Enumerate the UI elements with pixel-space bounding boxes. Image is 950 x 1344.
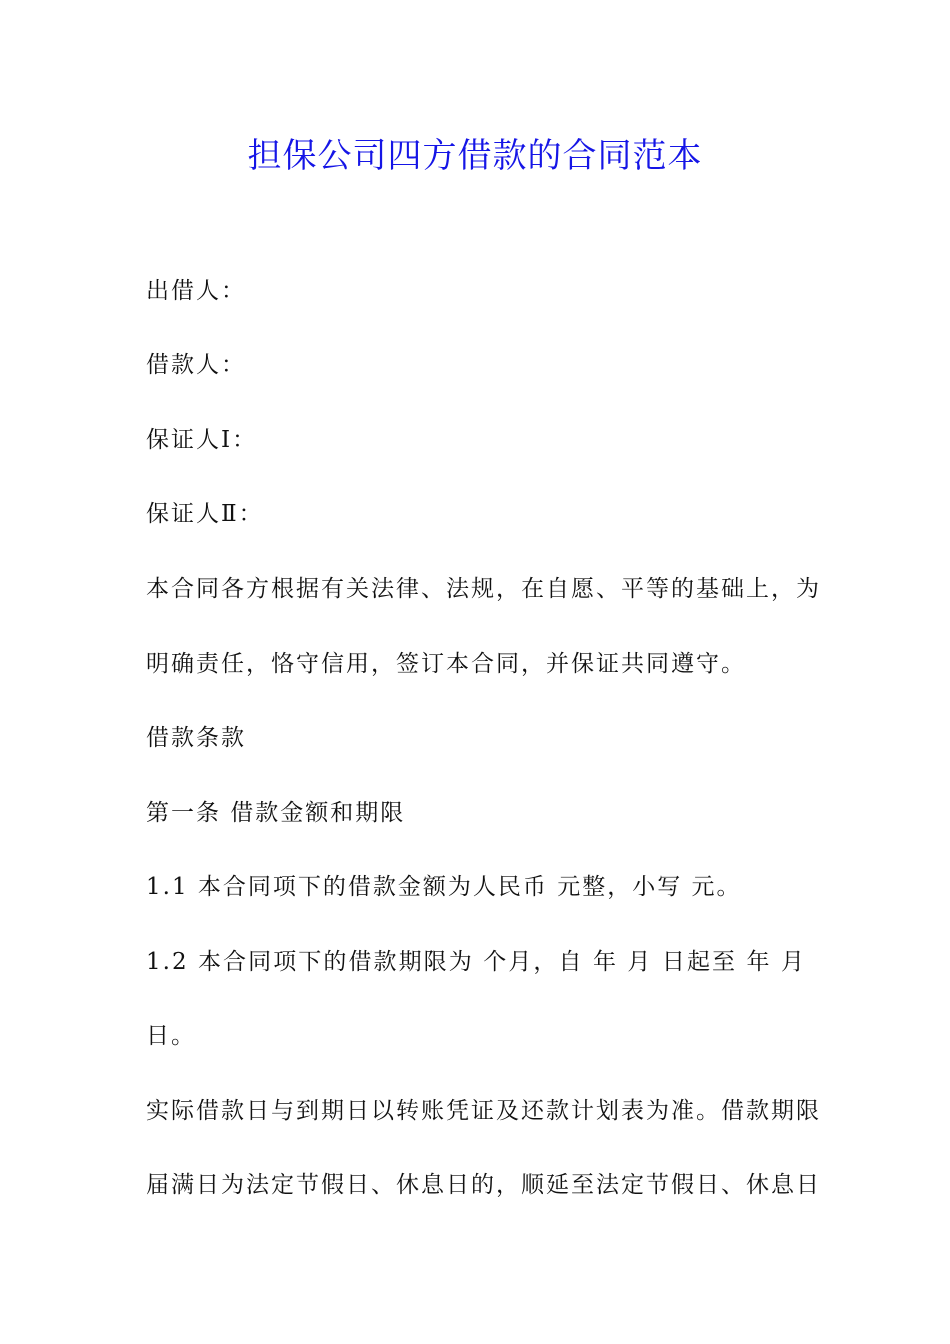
article-1-heading: 第一条 借款金额和期限 (146, 800, 406, 826)
document-title: 担保公司四方借款的合同范本 (247, 136, 703, 176)
preamble-line-2: 明确责任，恪守信用，签订本合同，并保证共同遵守。 (146, 651, 746, 677)
body-paragraph-line-2: 届满日为法定节假日、休息日的，顺延至法定节假日、休息日 (146, 1172, 821, 1198)
body-paragraph-line-1: 实际借款日与到期日以转账凭证及还款计划表为准。借款期限 (146, 1098, 821, 1124)
guarantor-2-label: 保证人Ⅱ： (146, 501, 264, 527)
preamble-line-1: 本合同各方根据有关法律、法规，在自愿、平等的基础上，为 (146, 576, 821, 602)
section-heading-loan-terms: 借款条款 (146, 725, 246, 751)
lender-label: 出借人： (146, 278, 246, 304)
borrower-label: 借款人： (146, 352, 246, 378)
clause-1-2-line-2: 日。 (146, 1023, 196, 1049)
clause-1-1: 1.1 本合同项下的借款金额为人民币 元整，小写 元。 (146, 874, 742, 900)
guarantor-1-label: 保证人Ⅰ： (146, 427, 258, 453)
clause-1-2-line-1: 1.2 本合同项下的借款期限为 个月，自 年 月 日起至 年 月 (146, 949, 806, 975)
